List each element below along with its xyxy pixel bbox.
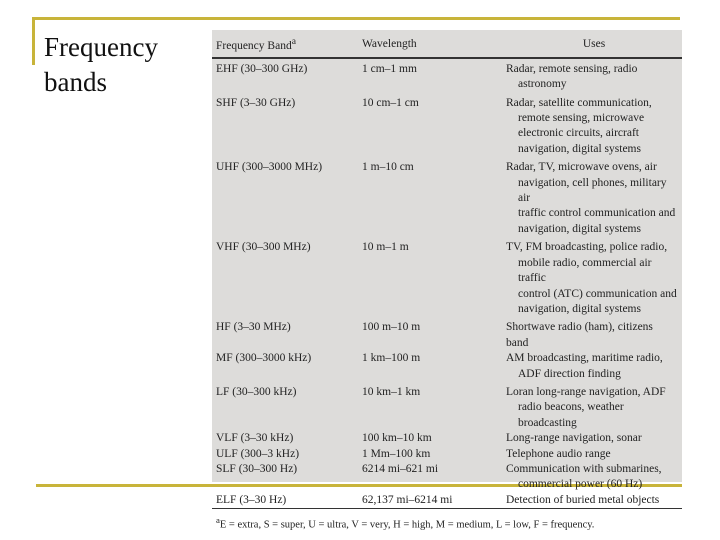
uses-line: navigation, digital systems [518, 302, 641, 315]
uses-cell [506, 447, 682, 462]
wavelength-cell: 10 km–1 km [362, 385, 421, 398]
slide-frame-top-rule [32, 17, 680, 20]
frequency-band-table [212, 30, 682, 533]
table-row [212, 382, 682, 431]
band-cell: MF (300–3000 kHz) [216, 352, 312, 365]
band-cell: SLF (30–300 Hz) [216, 462, 298, 475]
header-frequency-band [212, 30, 358, 58]
uses-cell [506, 351, 682, 382]
uses-line: Detection of buried metal objects [506, 493, 660, 506]
footnote-marker: a [216, 515, 220, 526]
band-cell: UHF (300–3000 MHz) [216, 161, 323, 174]
uses-line: traffic control communication and [518, 207, 676, 220]
scanned-table-image [212, 30, 682, 531]
table-row [212, 317, 682, 351]
band-cell: EHF (30–300 GHz) [216, 62, 308, 75]
uses-line: radio beacons, weather [518, 401, 624, 414]
table-row [212, 93, 682, 158]
uses-cell [506, 462, 682, 493]
footnote-text: E = extra, S = super, U = ultra, V = very, H = high, M = medium, L = low, F = frequency. [219, 519, 595, 531]
wavelength-cell: 1 m–10 cm [362, 161, 414, 174]
header-band-footnote-marker: a [291, 36, 296, 47]
table-row [212, 493, 682, 509]
table-row [212, 462, 682, 493]
uses-line: Communication with submarines, [506, 462, 662, 475]
header-wavelength: Wavelength [358, 30, 506, 58]
uses-line: Radar, remote sensing, radio [506, 62, 638, 75]
slide-frame-left-rule [32, 17, 35, 65]
uses-line: Telephone audio range [506, 447, 611, 460]
uses-line: electronic circuits, aircraft [518, 127, 639, 140]
table-footnote [212, 509, 682, 533]
table-row [212, 351, 682, 382]
wavelength-cell: 10 m–1 m [362, 241, 409, 254]
wavelength-cell: 1 km–100 m [362, 352, 421, 365]
uses-cell [506, 382, 682, 431]
table-row [212, 58, 682, 93]
table-row [212, 237, 682, 317]
uses-cell [506, 237, 682, 317]
uses-line: navigation, digital systems [518, 222, 641, 235]
wavelength-cell: 62,137 mi–6214 mi [362, 493, 453, 506]
wavelength-cell: 1 Mm–100 km [362, 447, 431, 460]
uses-line: Radar, satellite communication, [506, 96, 652, 109]
uses-cell [506, 317, 682, 351]
uses-line: navigation, cell phones, military air [518, 176, 667, 205]
wavelength-cell: 100 km–10 km [362, 432, 432, 445]
uses-line: Shortwave radio (ham), citizens band [506, 321, 653, 349]
wavelength-cell: 6214 mi–621 mi [362, 462, 439, 475]
uses-cell [506, 58, 682, 93]
uses-cell [506, 157, 682, 237]
uses-cell [506, 93, 682, 158]
band-cell: VHF (30–300 MHz) [216, 241, 311, 254]
wavelength-cell: 1 cm–1 mm [362, 62, 417, 75]
uses-line: TV, FM broadcasting, police radio, [506, 241, 668, 254]
band-cell: SHF (3–30 GHz) [216, 96, 296, 109]
uses-line: Long-range navigation, sonar [506, 432, 642, 445]
band-cell: ULF (300–3 kHz) [216, 447, 300, 460]
uses-cell [506, 493, 682, 509]
wavelength-cell: 100 m–10 m [362, 321, 421, 334]
band-cell: LF (30–300 kHz) [216, 385, 297, 398]
uses-line: AM broadcasting, maritime radio, [506, 352, 663, 365]
uses-line: ADF direction finding [518, 367, 621, 380]
table-footnote-row [212, 509, 682, 533]
uses-line: remote sensing, microwave [518, 112, 645, 125]
uses-line: control (ATC) communication and [518, 287, 677, 300]
uses-line: astronomy [518, 78, 567, 91]
uses-line: navigation, digital systems [518, 142, 641, 155]
header-band-label: Frequency Band [216, 39, 292, 52]
uses-line: commercial power (60 Hz) [518, 478, 643, 491]
band-cell: VLF (3–30 kHz) [216, 432, 294, 445]
uses-line: mobile radio, commercial air traffic [518, 256, 652, 285]
header-uses: Uses [506, 30, 682, 58]
slide-title: Frequency bands [44, 32, 158, 97]
uses-cell [506, 431, 682, 446]
table-row [212, 157, 682, 237]
band-cell: ELF (3–30 Hz) [216, 493, 287, 506]
uses-line: Loran long-range navigation, ADF [506, 385, 666, 398]
table-row [212, 431, 682, 446]
band-cell: HF (3–30 MHz) [216, 321, 291, 334]
table-row [212, 447, 682, 462]
table-header-row [212, 30, 682, 58]
wavelength-cell: 10 cm–1 cm [362, 96, 419, 109]
uses-line: broadcasting [518, 416, 577, 429]
uses-line: Radar, TV, microwave ovens, air [506, 161, 657, 174]
